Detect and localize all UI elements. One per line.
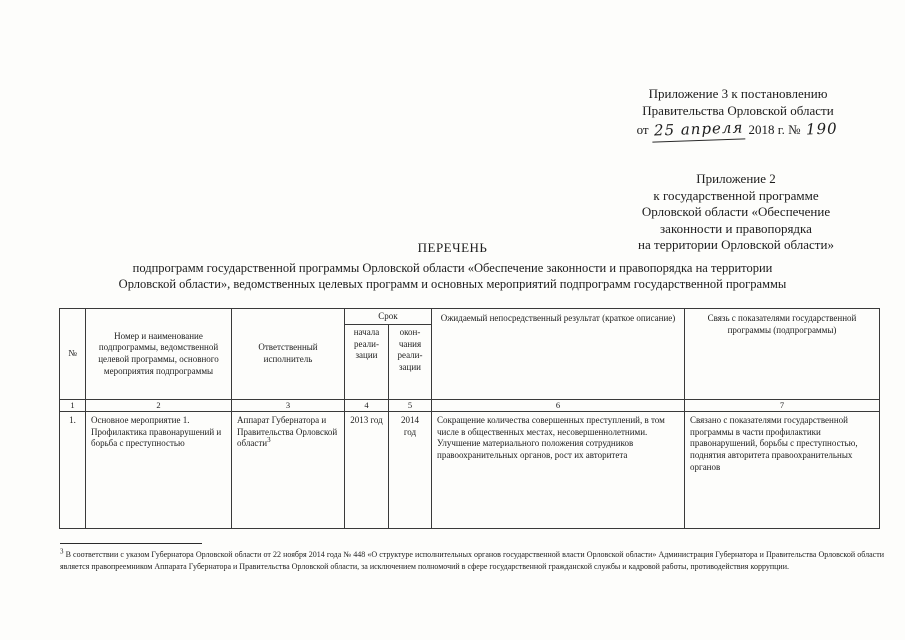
footnote-divider: [60, 543, 202, 544]
footnote: [60, 549, 884, 573]
handwritten-number: 190: [805, 119, 838, 139]
header-term-start: начала реали-зации: [345, 325, 389, 400]
date-prefix: от: [636, 122, 649, 138]
col-no-1: 1: [60, 400, 86, 412]
footnote-marker: 3: [60, 547, 64, 556]
column-number-row: [60, 400, 880, 412]
row-name: Основное мероприятие 1. Профилактика правонарушений и борьба с преступностью: [86, 412, 232, 529]
col-no-5: 5: [389, 400, 432, 412]
header-result: Ожидаемый непосредственный результат (краткое описание): [432, 309, 685, 400]
annex2-line-5: на территории Орловской области»: [638, 237, 834, 252]
header-term: Срок: [345, 309, 432, 325]
document-subtitle: [0, 260, 905, 293]
annex2-line-3: Орловской области «Обеспечение: [641, 204, 831, 219]
document-heading: ПЕРЕЧЕНЬ: [417, 240, 488, 255]
col-no-4: 4: [345, 400, 389, 412]
row-executor-text: Аппарат Губернатора и Правительства Орловской области: [237, 415, 338, 449]
annex2-line-2: к государственной программе: [653, 187, 819, 203]
title-block: [0, 240, 905, 293]
footnote-text: В соответствии с указом Губернатора Орловской области от 22 ноября 2014 года № 448 «О структуре исполнительных органов государственной власти Орловской области» Администрация Губернатора и Правительства Орловской области является правопреемником Аппарата Губернатора и Правительства Орловской области, за исключением полномочий в сфере государственной гражданской службы и кадровой работы, противодействия коррупции.: [60, 550, 885, 571]
col-no-2: 2: [86, 400, 232, 412]
program-measures-table: [59, 308, 880, 529]
row-result: Сокращение количества совершенных преступлений, в том числе в общественных местах, несовершеннолетними. Улучшение материального положения сотрудников правоохранительных органов, рост их авторитета: [432, 412, 685, 529]
date-suffix: 2018 г. №: [748, 122, 801, 138]
handwritten-date: 25 апреля: [651, 119, 745, 143]
header-executor: Ответственный исполнитель: [232, 309, 345, 400]
header-name: Номер и наименование подпрограммы, ведомственной целевой программы, основного мероприятия подпрограммы: [86, 309, 232, 400]
row-executor: [232, 412, 345, 529]
subtitle-line-1: подпрограмм государственной программы Орловской области «Обеспечение законности и правопорядка на территории: [132, 261, 773, 275]
annex-reference-block: [608, 85, 868, 141]
footnote-marker-inline: 3: [267, 436, 271, 445]
row-link: Связано с показателями государственной программы в части профилактики правонарушений, борьбы с преступностью, поднятия авторитета правоохранительных органов: [685, 412, 880, 529]
table-header-row: [60, 309, 880, 325]
header-term-end: окон-чания реали-зации: [389, 325, 432, 400]
header-num: №: [60, 309, 86, 400]
col-no-7: 7: [685, 400, 880, 412]
row-start-year: 2013 год: [345, 412, 389, 529]
row-num: 1.: [60, 412, 86, 529]
header-link: Связь с показателями государственной программы (подпрограммы): [685, 309, 880, 400]
col-no-6: 6: [432, 400, 685, 412]
table-row: [60, 412, 880, 529]
annex2-line-4: законности и правопорядка: [660, 220, 812, 236]
annex-line-2: Правительства Орловской области: [642, 103, 834, 119]
col-no-3: 3: [232, 400, 345, 412]
row-end-year: 2014 год: [389, 412, 432, 529]
date-line: [608, 120, 868, 141]
subtitle-line-2: Орловской области», ведомственных целевых программ и основных мероприятий подпрограмм государственной программы: [118, 277, 787, 292]
annex-line-1: Приложение 3 к постановлению: [648, 86, 828, 101]
annex2-line-1: Приложение 2: [696, 171, 776, 186]
